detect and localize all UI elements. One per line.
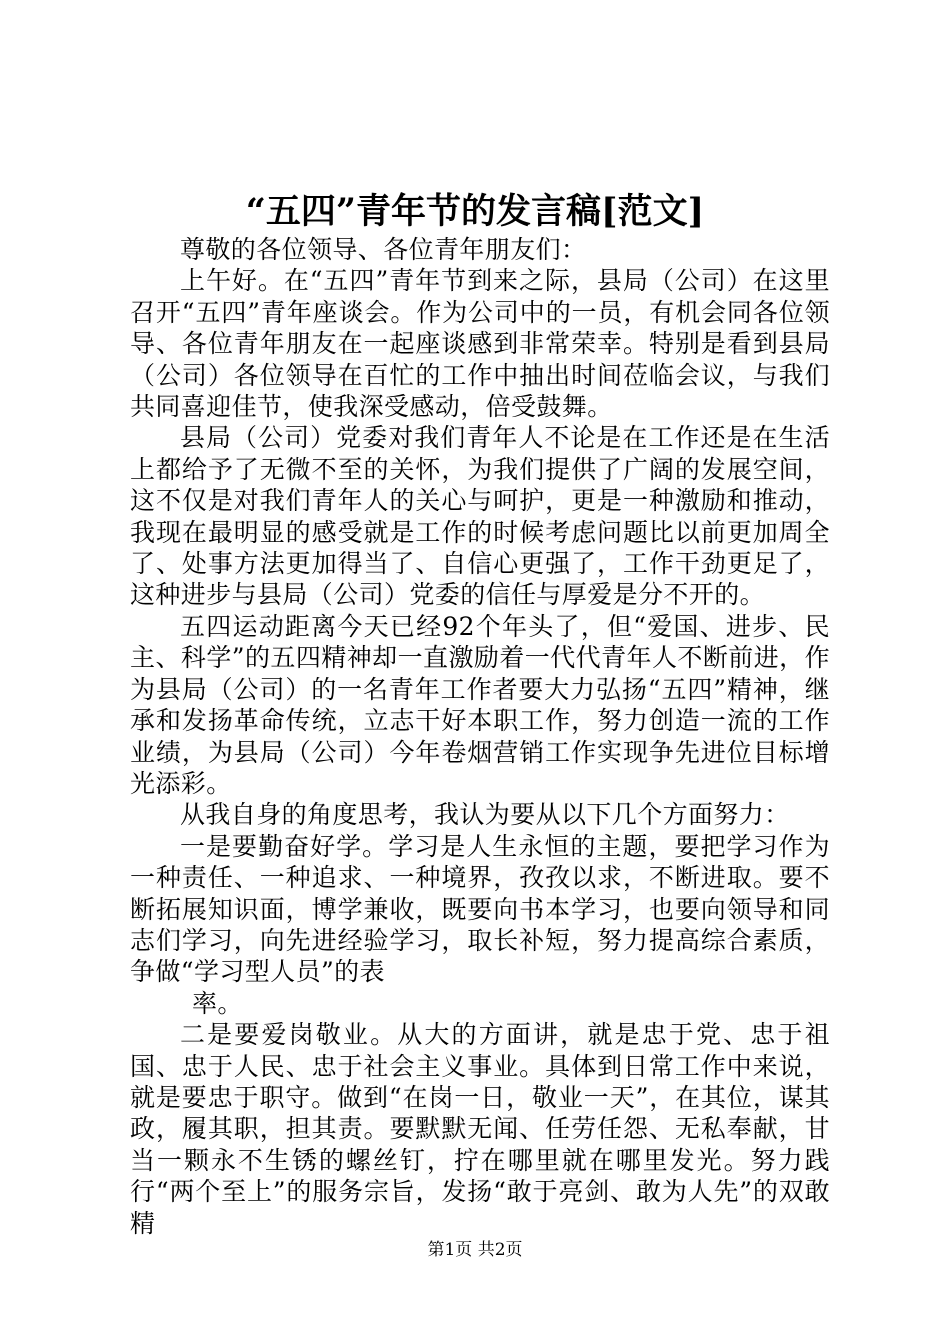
document-body [130, 234, 830, 1239]
greeting-paragraph: 上午好。在“五四”青年节到来之际，县局（公司）在这里召开“五四”青年座谈会。作为公司中的一员，有机会同各位领导、各位青年朋友在一起座谈感到非常荣幸。特别是看到县局（公司）各位领导在百忙的工作中抽出时间莅临会议，与我们共同喜迎佳节，使我深受感动，倍受鼓舞。 [130, 266, 830, 422]
may-fourth-spirit-paragraph: 五四运动距离今天已经92个年头了，但“爱国、进步、民主、科学”的五四精神却一直激励着一代代青年人不断前进，作为县局（公司）的一名青年工作者要大力弘扬“五四”精神，继承和发扬革命传统，立志干好本职工作，努力创造一流的工作业绩，为县局（公司）今年卷烟营销工作实现争先进位目标增光添彩。 [130, 611, 830, 798]
point-one-paragraph: 一是要勤奋好学。学习是人生永恒的主题，要把学习作为一种责任、一种追求、一种境界，孜孜以求，不断进取。要不断拓展知识面，博学兼收，既要向书本学习，也要向领导和同志们学习，向先进经验学习，取长补短，努力提高综合素质，争做“学习型人员”的表 [130, 831, 830, 987]
point-one-continuation: 率。 [192, 988, 243, 1018]
page-footer: 第1页 共2页 [427, 1240, 523, 1260]
salutation-paragraph: 尊敬的各位领导、各位青年朋友们： [180, 235, 587, 264]
self-reflection-paragraph: 从我自身的角度思考，我认为要从以下几个方面努力： [180, 800, 790, 830]
point-two-paragraph: 二是要爱岗敬业。从大的方面讲，就是忠于党、忠于祖国、忠于人民、忠于社会主义事业。具体到日常工作中来说，就是要忠于职守。做到“在岗一日，敬业一天”，在其位，谋其政，履其职，担其责。要默默无闻、任劳任怨、无私奉献，甘当一颗永不生锈的螺丝钉，拧在哪里就在哪里发光。努力践行“两个至上”的服务宗旨，发扬“敢于亮剑、敢为人先”的双敢精 [130, 1020, 830, 1238]
party-care-paragraph: 县局（公司）党委对我们青年人不论是在工作还是在生活上都给予了无微不至的关怀，为我们提供了广阔的发展空间，这不仅是对我们青年人的关心与呵护，更是一种激励和推动，我现在最明显的感受就是工作的时候考虑问题比以前更加周全了、处事方法更加得当了、自信心更强了，工作干劲更足了，这种进步与县局（公司）党委的信任与厚爱是分不开的。 [130, 423, 830, 610]
document-title: “五四”青年节的发言稿[范文] [245, 191, 705, 232]
